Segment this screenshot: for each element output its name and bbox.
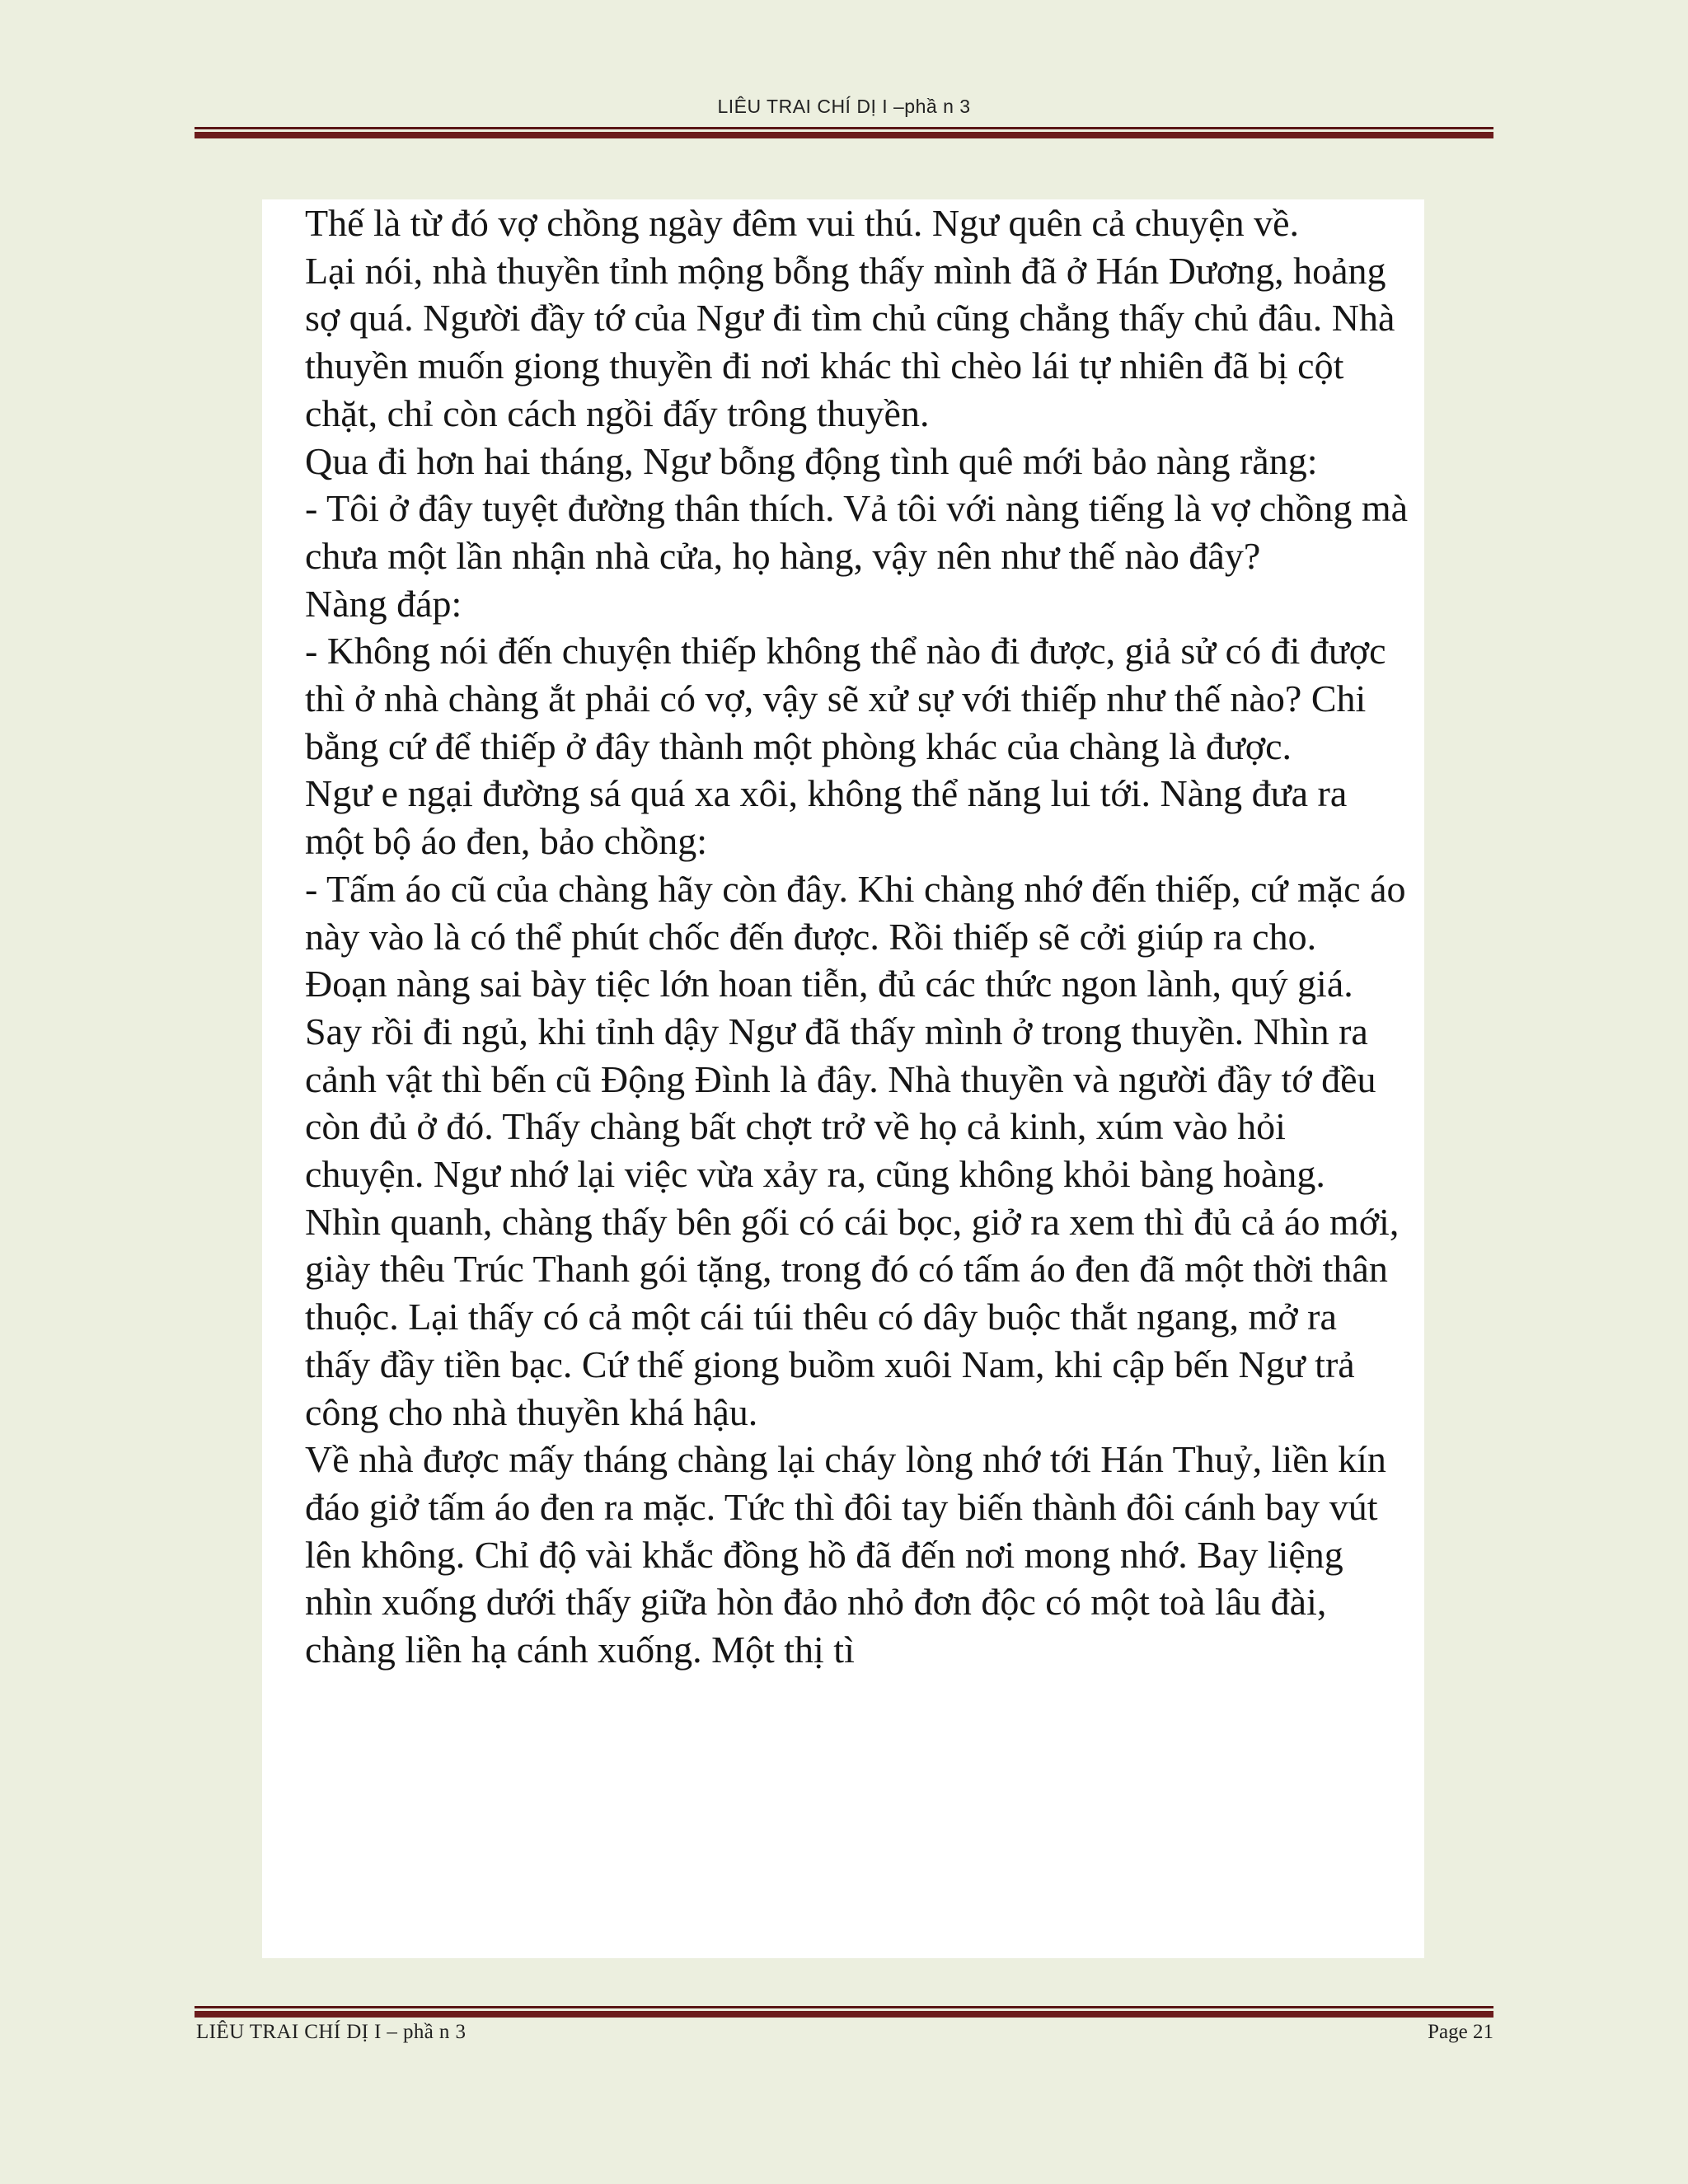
paragraph: - Tôi ở đây tuyệt đường thân thích. Vả tôi với nàng tiếng là vợ chồng mà chưa một lần nhận nhà cửa, họ hàng, vậy nên như thế nào đây? <box>305 487 1409 577</box>
footer-rule <box>195 2006 1493 2018</box>
paragraph: Về nhà được mấy tháng chàng lại cháy lòng nhớ tới Hán Thuỷ, liền kín đáo giở tấm áo đen ra mặc. Tức thì đôi tay biến thành đôi cánh bay vút lên không. Chỉ độ vài khắc đồng hồ đã đến nơi mong nhớ. Bay liệng nhìn xuống dưới thấy giữa hòn đảo nhỏ đơn độc có một toà lâu đài, chàng liền hạ cánh xuống. Một thị tì <box>305 1438 1386 1671</box>
page-header-title: LIÊU TRAI CHÍ DỊ I –phầ n 3 <box>717 96 971 117</box>
paragraph: - Không nói đến chuyện thiếp không thể nào đi được, giả sử có đi được thì ở nhà chàng ắt phải có vợ, vậy sẽ xử sự với thiếp như thế nào? Chi bằng cứ để thiếp ở đây thành một phòng khác của chàng là được. <box>305 630 1386 767</box>
paragraph: Thế là từ đó vợ chồng ngày đêm vui thú. Ngư quên cả chuyện về. <box>305 202 1299 244</box>
paragraph: Nàng đáp: <box>305 582 462 625</box>
body-text <box>305 199 1409 1674</box>
paragraph: - Tấm áo cũ của chàng hãy còn đây. Khi chàng nhớ đến thiếp, cứ mặc áo này vào là có thể phút chốc đến được. Rồi thiếp sẽ cởi giúp ra cho. <box>305 867 1406 958</box>
content-panel <box>262 199 1424 1958</box>
page-number: Page 21 <box>1428 2021 1493 2043</box>
paragraph: Lại nói, nhà thuyền tỉnh mộng bỗng thấy mình đã ở Hán Dương, hoảng sợ quá. Người đầy tớ của Ngư đi tìm chủ cũng chẳng thấy chủ đâu. Nhà thuyền muốn giong thuyền đi nơi khác thì chèo lái tự nhiên đã bị cột chặt, chỉ còn cách ngồi đấy trông thuyền. <box>305 249 1395 434</box>
paragraph: Ngư e ngại đường sá quá xa xôi, không thể năng lui tới. Nàng đưa ra một bộ áo đen, bảo chồng: <box>305 772 1348 863</box>
paragraph: Qua đi hơn hai tháng, Ngư bỗng động tình quê mới bảo nàng rằng: <box>305 439 1318 482</box>
footer-title: LIÊU TRAI CHÍ DỊ I – phầ n 3 <box>196 2021 467 2043</box>
paragraph: Nhìn quanh, chàng thấy bên gối có cái bọc, giở ra xem thì đủ cả áo mới, giày thêu Trúc Thanh gói tặng, trong đó có tấm áo đen đã một thời thân thuộc. Lại thấy có cả một cái túi thêu có dây buộc thắt ngang, mở ra thấy đầy tiền bạc. Cứ thế giong buồm xuôi Nam, khi cập bến Ngư trả công cho nhà thuyền khá hậu. <box>305 1200 1400 1433</box>
paragraph: Đoạn nàng sai bày tiệc lớn hoan tiễn, đủ các thức ngon lành, quý giá. Say rồi đi ngủ, khi tỉnh dậy Ngư đã thấy mình ở trong thuyền. Nhìn ra cảnh vật thì bến cũ Động Đình là đây. Nhà thuyền và người đầy tớ đều còn đủ ở đó. Thấy chàng bất chợt trở về họ cả kinh, xúm vào hỏi chuyện. Ngư nhớ lại việc vừa xảy ra, cũng không khỏi bàng hoàng. <box>305 963 1376 1196</box>
header-rule <box>195 127 1493 138</box>
